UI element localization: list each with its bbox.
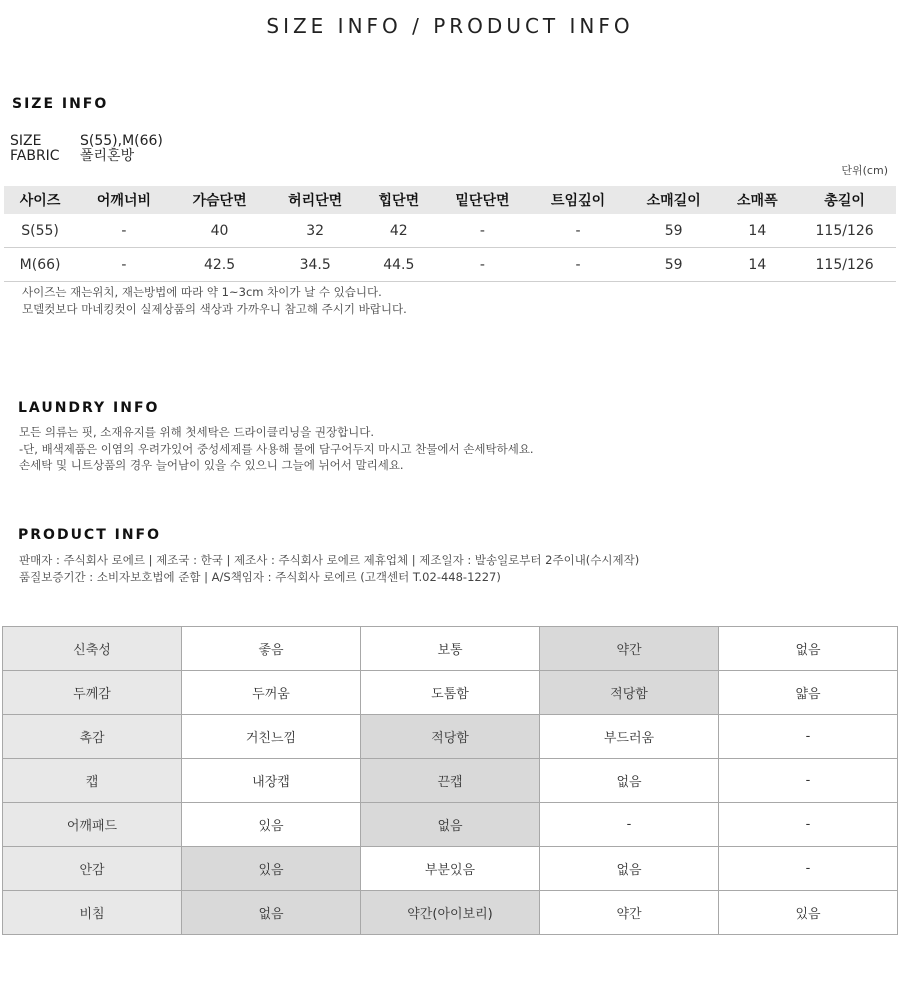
size-table xyxy=(4,186,896,282)
laundry-line: 모든 의류는 핏, 소재유지를 위해 첫세탁은 드라이클리닝을 권장합니다. xyxy=(19,425,375,439)
attribute-option: 있음 xyxy=(719,891,898,935)
laundry-line: 손세탁 및 니트상품의 경우 늘어남이 있을 수 있으니 그늘에 뉘어서 말리세요. xyxy=(19,458,404,472)
attribute-option: 없음 xyxy=(540,847,719,891)
attribute-option: - xyxy=(719,715,898,759)
attribute-row xyxy=(3,715,898,759)
header-cell: 소매폭 xyxy=(721,186,793,214)
attribute-option: 도톰함 xyxy=(361,671,540,715)
table-cell: - xyxy=(435,248,531,282)
table-cell: 42.5 xyxy=(172,248,268,282)
product-line: 판매자 : 주식회사 로에르 | 제조국 : 한국 | 제조사 : 주식회사 로에르 제휴업체 | 제조일자 : 발송일로부터 2주이내(수시제작) xyxy=(19,553,640,567)
attribute-option: - xyxy=(540,803,719,847)
laundry-info-title: LAUNDRY INFO xyxy=(18,400,160,416)
attribute-row xyxy=(3,803,898,847)
table-cell: 14 xyxy=(721,248,793,282)
size-info-title: SIZE INFO xyxy=(12,96,109,112)
table-cell: 115/126 xyxy=(793,214,896,248)
table-cell: 14 xyxy=(721,214,793,248)
size-value: S(55),M(66) xyxy=(80,133,163,149)
attribute-option: 적당함 xyxy=(540,671,719,715)
product-notes xyxy=(19,552,639,585)
note-line: 사이즈는 재는위치, 재는방법에 따라 약 1~3cm 차이가 날 수 있습니다. xyxy=(22,285,382,299)
attribute-row xyxy=(3,891,898,935)
table-cell: 40 xyxy=(172,214,268,248)
attribute-option: 적당함 xyxy=(361,715,540,759)
attribute-name: 비침 xyxy=(3,891,182,935)
table-row xyxy=(4,214,896,248)
attribute-option: 없음 xyxy=(361,803,540,847)
attribute-option: 부분있음 xyxy=(361,847,540,891)
header-cell: 총길이 xyxy=(793,186,896,214)
attribute-option: - xyxy=(719,847,898,891)
attribute-option: 끈캡 xyxy=(361,759,540,803)
attribute-name: 두께감 xyxy=(3,671,182,715)
attribute-option: 부드러움 xyxy=(540,715,719,759)
attribute-option: 없음 xyxy=(719,627,898,671)
header-cell: 가슴단면 xyxy=(172,186,268,214)
attribute-option: 좋음 xyxy=(182,627,361,671)
header-cell: 소매길이 xyxy=(626,186,722,214)
table-cell: - xyxy=(530,214,626,248)
attribute-name: 신축성 xyxy=(3,627,182,671)
attribute-option: 보통 xyxy=(361,627,540,671)
fabric-value: 폴리혼방 xyxy=(80,148,135,164)
attribute-option: 없음 xyxy=(540,759,719,803)
attribute-name: 안감 xyxy=(3,847,182,891)
spec-block xyxy=(10,134,163,164)
product-attribute-table xyxy=(2,626,898,935)
attribute-option: 내장캡 xyxy=(182,759,361,803)
attribute-row xyxy=(3,627,898,671)
size-key: SIZE xyxy=(10,133,42,149)
size-table-header xyxy=(4,186,896,214)
attribute-option: 없음 xyxy=(182,891,361,935)
table-cell: - xyxy=(530,248,626,282)
attribute-option: - xyxy=(719,803,898,847)
attribute-row xyxy=(3,847,898,891)
table-cell: 44.5 xyxy=(363,248,435,282)
table-cell: - xyxy=(76,248,172,282)
attribute-name: 캡 xyxy=(3,759,182,803)
table-cell: 59 xyxy=(626,214,722,248)
fabric-key: FABRIC xyxy=(10,148,60,164)
attribute-option: 약간 xyxy=(540,891,719,935)
table-cell: M(66) xyxy=(4,248,76,282)
table-row xyxy=(4,248,896,282)
attribute-option: 약간(아이보리) xyxy=(361,891,540,935)
table-cell: 34.5 xyxy=(267,248,363,282)
attribute-option: 있음 xyxy=(182,803,361,847)
table-cell: 32 xyxy=(267,214,363,248)
table-cell: 42 xyxy=(363,214,435,248)
attribute-option: 두꺼움 xyxy=(182,671,361,715)
table-cell: 115/126 xyxy=(793,248,896,282)
laundry-line: -단, 배색제품은 이염의 우려가있어 중성세제를 사용해 물에 담구어두지 마시고 찬물에서 손세탁하세요. xyxy=(19,441,534,456)
product-info-title: PRODUCT INFO xyxy=(18,527,162,543)
header-cell: 트임깊이 xyxy=(530,186,626,214)
table-cell: 59 xyxy=(626,248,722,282)
header-cell: 어깨너비 xyxy=(76,186,172,214)
attribute-row xyxy=(3,671,898,715)
header-cell: 허리단면 xyxy=(267,186,363,214)
attribute-option: 있음 xyxy=(182,847,361,891)
attribute-option: 거친느낌 xyxy=(182,715,361,759)
attribute-row xyxy=(3,759,898,803)
attribute-name: 촉감 xyxy=(3,715,182,759)
attribute-option: 얇음 xyxy=(719,671,898,715)
attribute-option: - xyxy=(719,759,898,803)
note-line: 모델컷보다 마네킹컷이 실제상품의 색상과 가까우니 참고해 주시기 바랍니다. xyxy=(22,301,407,316)
size-notes xyxy=(22,284,407,317)
page-title: SIZE INFO / PRODUCT INFO xyxy=(266,14,634,38)
unit-label: 단위(cm) xyxy=(841,164,888,177)
header-cell: 밑단단면 xyxy=(435,186,531,214)
laundry-notes xyxy=(19,424,534,474)
product-line: 품질보증기간 : 소비자보호법에 준함 | A/S책임자 : 주식회사 로에르 (고객센터 T.02-448-1227) xyxy=(19,569,501,584)
table-cell: - xyxy=(435,214,531,248)
attribute-option: 약간 xyxy=(540,627,719,671)
table-cell: - xyxy=(76,214,172,248)
table-cell: S(55) xyxy=(4,214,76,248)
header-cell: 힙단면 xyxy=(363,186,435,214)
attribute-name: 어깨패드 xyxy=(3,803,182,847)
header-cell: 사이즈 xyxy=(4,186,76,214)
